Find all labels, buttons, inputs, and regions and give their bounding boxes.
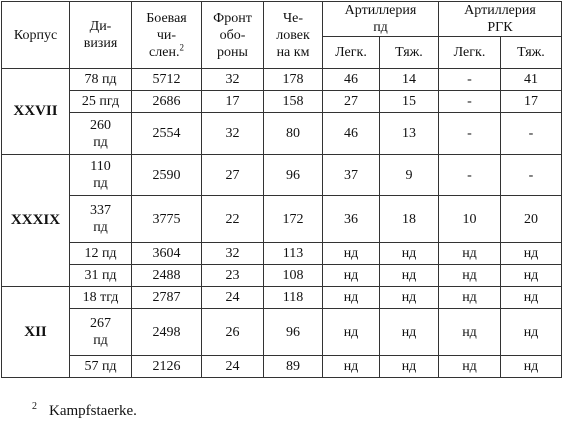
front-cell: 32 [202, 243, 264, 265]
rgk-heavy-cell: нд [501, 287, 562, 309]
front-cell: 22 [202, 196, 264, 243]
art-heavy-cell: нд [380, 356, 439, 378]
corps-cell: XII [2, 287, 70, 378]
per-km-cell: 118 [264, 287, 323, 309]
division-cell: 18 тгд [70, 287, 132, 309]
footnote [32, 401, 137, 420]
rgk-heavy-cell: нд [501, 265, 562, 287]
per-km-cell: 80 [264, 113, 323, 155]
art-light-cell: нд [323, 356, 380, 378]
division-cell: 267 пд [70, 309, 132, 356]
strength-cell: 2126 [132, 356, 202, 378]
footnote-ref: 2 [179, 41, 184, 52]
rgk-heavy-cell: 17 [501, 91, 562, 113]
art-light-cell: 27 [323, 91, 380, 113]
rgk-heavy-cell: - [501, 155, 562, 196]
per-km-cell: 158 [264, 91, 323, 113]
table-row [2, 356, 562, 378]
footnote-text: Kampfstaerke. [49, 403, 137, 419]
header-art-div-light: Легк. [323, 37, 380, 69]
rgk-heavy-cell: нд [501, 243, 562, 265]
per-km-cell: 178 [264, 69, 323, 91]
art-heavy-cell: 15 [380, 91, 439, 113]
footnote-mark: 2 [32, 401, 37, 412]
rgk-heavy-cell: нд [501, 356, 562, 378]
header-division: Ди- визия [70, 2, 132, 69]
front-cell: 26 [202, 309, 264, 356]
table-row [2, 243, 562, 265]
art-light-cell: 37 [323, 155, 380, 196]
division-cell: 78 пд [70, 69, 132, 91]
strength-cell: 5712 [132, 69, 202, 91]
table-row [2, 155, 562, 196]
art-light-cell: 46 [323, 69, 380, 91]
table-row [2, 69, 562, 91]
art-heavy-cell: 13 [380, 113, 439, 155]
front-cell: 32 [202, 113, 264, 155]
art-heavy-cell: 18 [380, 196, 439, 243]
header-corps: Корпус [2, 2, 70, 69]
rgk-light-cell: 10 [439, 196, 501, 243]
table-body [2, 69, 562, 378]
corps-cell: XXVII [2, 69, 70, 155]
table-row [2, 113, 562, 155]
division-cell: 25 пгд [70, 91, 132, 113]
rgk-light-cell: нд [439, 309, 501, 356]
strength-cell: 2590 [132, 155, 202, 196]
art-heavy-cell: нд [380, 287, 439, 309]
front-cell: 17 [202, 91, 264, 113]
rgk-light-cell: нд [439, 287, 501, 309]
art-light-cell: нд [323, 287, 380, 309]
per-km-cell: 172 [264, 196, 323, 243]
rgk-heavy-cell: 20 [501, 196, 562, 243]
header-per-km: Че- ловек на км [264, 2, 323, 69]
header-art-rgk: Артиллерия РГК [439, 2, 562, 37]
rgk-heavy-cell: нд [501, 309, 562, 356]
front-cell: 27 [202, 155, 264, 196]
table-row [2, 287, 562, 309]
corps-cell: XXXIX [2, 155, 70, 287]
rgk-light-cell: - [439, 113, 501, 155]
front-cell: 24 [202, 356, 264, 378]
strength-cell: 2498 [132, 309, 202, 356]
art-light-cell: 36 [323, 196, 380, 243]
front-cell: 24 [202, 287, 264, 309]
rgk-light-cell: нд [439, 356, 501, 378]
art-light-cell: 46 [323, 113, 380, 155]
art-heavy-cell: 9 [380, 155, 439, 196]
division-cell: 260 пд [70, 113, 132, 155]
strength-cell: 2686 [132, 91, 202, 113]
strength-cell: 2787 [132, 287, 202, 309]
division-cell: 57 пд [70, 356, 132, 378]
header-art-div: Артиллерия пд [323, 2, 439, 37]
front-cell: 23 [202, 265, 264, 287]
art-light-cell: нд [323, 265, 380, 287]
strength-cell: 3604 [132, 243, 202, 265]
art-light-cell: нд [323, 309, 380, 356]
division-cell: 337 пд [70, 196, 132, 243]
header-art-div-heavy: Тяж. [380, 37, 439, 69]
rgk-light-cell: - [439, 91, 501, 113]
strength-cell: 3775 [132, 196, 202, 243]
per-km-cell: 108 [264, 265, 323, 287]
per-km-cell: 96 [264, 309, 323, 356]
rgk-heavy-cell: - [501, 113, 562, 155]
strength-cell: 2488 [132, 265, 202, 287]
table-row [2, 265, 562, 287]
header-art-rgk-heavy: Тяж. [501, 37, 562, 69]
art-heavy-cell: нд [380, 243, 439, 265]
rgk-light-cell: нд [439, 265, 501, 287]
header-art-rgk-light: Легк. [439, 37, 501, 69]
art-heavy-cell: нд [380, 309, 439, 356]
rgk-light-cell: - [439, 69, 501, 91]
division-cell: 12 пд [70, 243, 132, 265]
table-header [2, 2, 562, 69]
per-km-cell: 113 [264, 243, 323, 265]
table-row [2, 91, 562, 113]
art-heavy-cell: 14 [380, 69, 439, 91]
divisions-table [1, 1, 562, 378]
rgk-light-cell: - [439, 155, 501, 196]
header-strength: Боевая чи- слен.$^2$ [132, 2, 202, 69]
per-km-cell: 96 [264, 155, 323, 196]
division-cell: 31 пд [70, 265, 132, 287]
rgk-heavy-cell: 41 [501, 69, 562, 91]
rgk-light-cell: нд [439, 243, 501, 265]
division-cell: 110 пд [70, 155, 132, 196]
per-km-cell: 89 [264, 356, 323, 378]
art-heavy-cell: нд [380, 265, 439, 287]
header-front: Фронт обо- роны [202, 2, 264, 69]
strength-cell: 2554 [132, 113, 202, 155]
table-row [2, 196, 562, 243]
art-light-cell: нд [323, 243, 380, 265]
front-cell: 32 [202, 69, 264, 91]
table-row [2, 309, 562, 356]
